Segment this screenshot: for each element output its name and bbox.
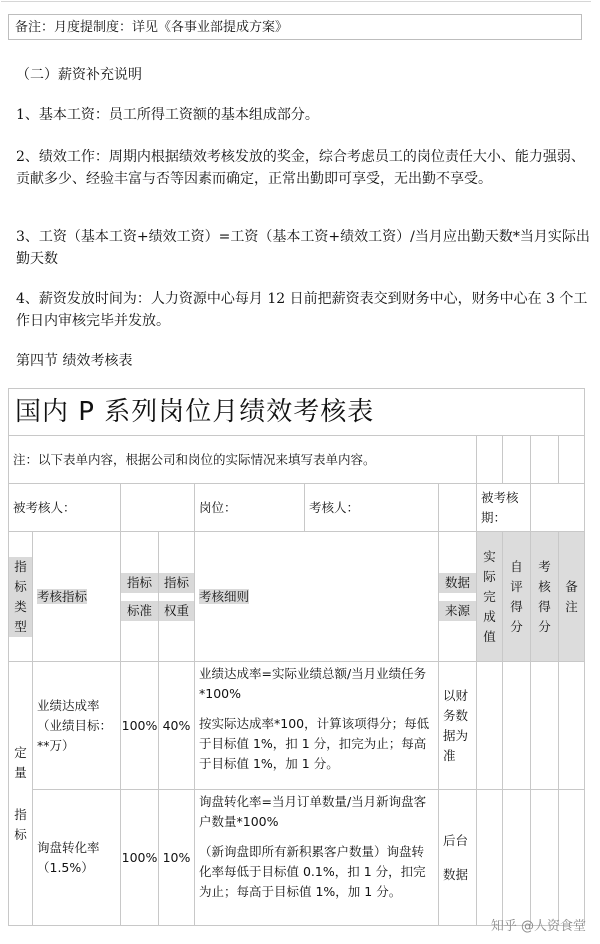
header-actual-char: 完 — [483, 588, 496, 604]
period-label — [477, 484, 531, 532]
assess-score[interactable] — [531, 662, 559, 790]
header-actual-char: 实 — [483, 548, 496, 564]
weight-cell: 10% — [159, 790, 195, 926]
header-standard-line: 指标 — [121, 573, 158, 593]
form-title: 国内 P 系列岗位月绩效考核表 — [9, 389, 585, 436]
header-score-char: 得 — [538, 598, 551, 614]
source-line: 后台 — [443, 832, 469, 848]
blank-cell — [559, 436, 585, 484]
header-weight — [159, 532, 195, 662]
header-actual-char: 值 — [483, 628, 496, 644]
header-type-char: 型 — [9, 617, 32, 637]
supplement-heading: （二）薪资补充说明 — [16, 67, 142, 83]
header-remark-char: 注 — [565, 598, 578, 614]
header-weight-line: 权重 — [159, 601, 194, 621]
indicator-cell — [33, 662, 121, 790]
header-score-char: 考 — [538, 558, 551, 574]
standard-cell: 100% — [121, 662, 159, 790]
source-line: 据为 — [443, 727, 469, 743]
self-score[interactable] — [503, 790, 531, 926]
period-label-line-1: 被考核 — [481, 489, 519, 505]
source-line: 准 — [443, 747, 456, 763]
header-actual-char: 成 — [483, 608, 496, 624]
detail-line: 询盘转化率=当月订单数量/当月新询盘客户数量*100% — [199, 794, 427, 829]
assess-score[interactable] — [531, 790, 559, 926]
detail-line: 按实际达成率*100，计算该项得分；每低于目标值 1%，扣 1 分，扣完为止；每高于目标值 1%，加 1 分。 — [199, 716, 430, 771]
detail-line: （新询盘即所有新积累客户数量）询盘转化率每低于目标值 0.1%，扣 1 分，扣完为止；每高于目标值 1%，加 1 分。 — [199, 844, 426, 899]
actual-value[interactable] — [477, 790, 503, 926]
supplement-item-2: 2、绩效工作：周期内根据绩效考核发放的奖金，综合考虑员工的岗位责任大小、能力强弱、贡献多少、经验丰富与否等因素而确定，正常出勤即可享受，无出勤不享受。 — [16, 149, 585, 187]
watermark: 知乎 @人资食堂 — [490, 919, 586, 934]
source-cell — [439, 790, 477, 926]
header-type-char: 标 — [9, 577, 32, 597]
header-actual-char: 际 — [483, 568, 496, 584]
source-line: 务数 — [443, 707, 469, 723]
header-source-line: 来源 — [439, 601, 476, 621]
indicator-line: （业绩目标： — [37, 717, 113, 733]
assessor-label: 考核人： — [305, 484, 439, 532]
header-detail — [195, 532, 439, 662]
remark-value[interactable] — [559, 790, 585, 926]
blank-cell — [531, 436, 559, 484]
header-self-char: 得 — [510, 598, 523, 614]
indicator-line: （1.5%） — [37, 859, 94, 875]
period-value[interactable] — [531, 484, 585, 532]
type-cell — [9, 662, 33, 926]
header-type-char: 类 — [9, 597, 32, 617]
blank-cell — [477, 436, 503, 484]
source-line: 数据 — [443, 866, 469, 882]
header-score-char: 分 — [538, 618, 551, 634]
self-score[interactable] — [503, 662, 531, 790]
header-self-char: 自 — [510, 558, 523, 574]
period-label-line-2: 期： — [481, 509, 507, 525]
header-detail-text: 考核细则 — [199, 588, 250, 604]
header-source-line: 数据 — [439, 573, 476, 593]
detail-cell — [195, 662, 439, 790]
supplement-item-4: 4、薪资发放时间为：人力资源中心每月 12 日前把薪资表交到财务中心，财务中心在 3 个工作日内审核完毕并发放。 — [16, 291, 588, 329]
assessor-value[interactable] — [439, 484, 477, 532]
header-actual — [477, 532, 503, 662]
note-box — [8, 14, 582, 40]
header-self-char: 评 — [510, 578, 523, 594]
header-indicator-text: 考核指标 — [37, 588, 88, 604]
actual-value[interactable] — [477, 662, 503, 790]
weight-cell: 40% — [159, 662, 195, 790]
detail-line: 业绩达成率=实际业绩总额/当月业绩任务*100% — [199, 666, 427, 701]
indicator-line: **万） — [37, 737, 75, 753]
header-type — [9, 532, 33, 662]
header-source — [439, 532, 477, 662]
position-label: 岗位： — [195, 484, 305, 532]
header-score-char: 核 — [538, 578, 551, 594]
type-char: 标 — [14, 826, 27, 842]
detail-cell — [195, 790, 439, 926]
assessee-label: 被考核人： — [9, 484, 121, 532]
standard-cell: 100% — [121, 790, 159, 926]
header-score — [531, 532, 559, 662]
note-text: 备注：月度提制度：详见《各事业部提成方案》 — [15, 20, 289, 35]
source-cell — [439, 662, 477, 790]
type-char: 定 — [14, 744, 27, 760]
header-standard-line: 标准 — [121, 601, 158, 621]
header-remark-char: 备 — [565, 578, 578, 594]
blank-cell — [503, 436, 531, 484]
supplement-item-1: 1、基本工资：员工所得工资额的基本组成部分。 — [16, 107, 319, 123]
header-self — [503, 532, 531, 662]
indicator-cell — [33, 790, 121, 926]
remark-value[interactable] — [559, 662, 585, 790]
form-instruction: 注：以下表单内容，根据公司和岗位的实际情况来填写表单内容。 — [9, 436, 477, 484]
indicator-line: 询盘转化率 — [37, 839, 100, 855]
appraisal-table — [8, 388, 585, 926]
header-weight-line: 指标 — [159, 573, 194, 593]
type-char: 量 — [14, 764, 27, 780]
assessee-value[interactable] — [121, 484, 195, 532]
header-type-char: 指 — [9, 557, 32, 577]
type-char: 指 — [14, 806, 27, 822]
section-title: 第四节 绩效考核表 — [16, 353, 133, 369]
header-remark — [559, 532, 585, 662]
supplement-item-3: 3、工资（基本工资+绩效工资）=工资（基本工资+绩效工资）/当月应出勤天数*当月实际出勤天数 — [16, 229, 590, 267]
header-indicator — [33, 532, 121, 662]
source-line: 以财 — [443, 687, 469, 703]
header-standard — [121, 532, 159, 662]
indicator-line: 业绩达成率 — [37, 697, 100, 713]
header-self-char: 分 — [510, 618, 523, 634]
